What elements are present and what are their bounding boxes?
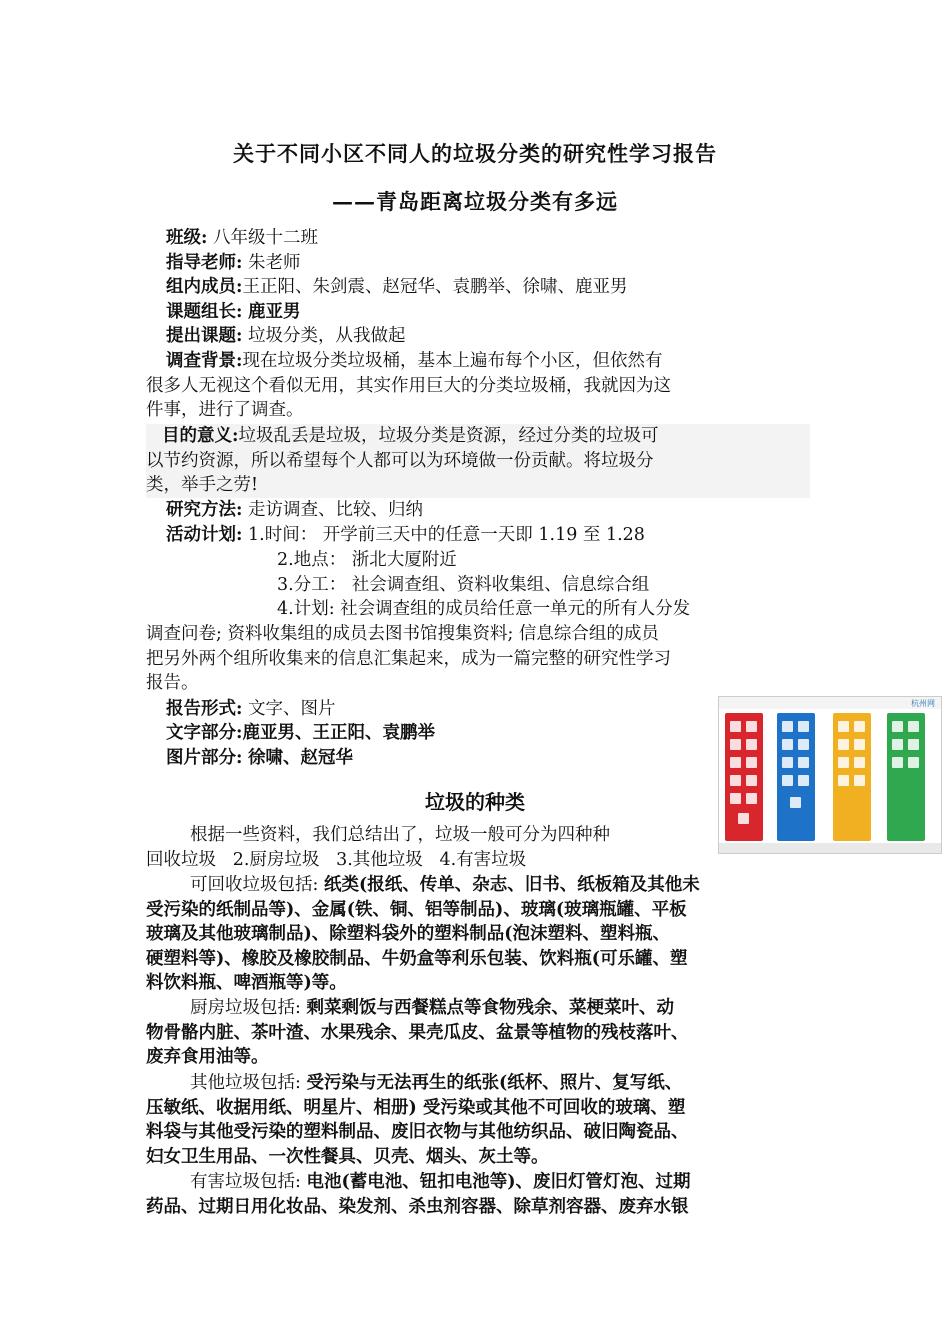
topic-line bbox=[166, 324, 406, 349]
purpose-line-2: 以节约资源，所以希望每个人都可以为环境做一份贡献。将垃圾分 bbox=[146, 450, 654, 471]
purpose-line-3: 类，举手之劳! bbox=[146, 475, 259, 496]
hazardous-line-2: 药品、过期日用化妆品、染发剂、杀虫剂容器、除草剂容器、废弃水银 bbox=[146, 1196, 689, 1217]
teacher-label: 指导老师: bbox=[166, 253, 243, 273]
topic-value: 垃圾分类，从我做起 bbox=[248, 326, 406, 346]
text-part-line bbox=[166, 721, 435, 746]
text-part-value: 鹿亚男、王正阳、袁鹏举 bbox=[242, 723, 435, 743]
plan-line-3: 把另外两个组所收集来的信息汇集起来，成为一篇完整的研究性学习 bbox=[146, 648, 671, 669]
plan-item-4: 4.计划: 社会调查组的成员给任意一单元的所有人分发 bbox=[277, 599, 691, 619]
plan-line-1 bbox=[166, 523, 645, 548]
method-label: 研究方法: bbox=[166, 500, 243, 520]
leader-label: 课题组长: bbox=[166, 302, 243, 322]
background-paragraph bbox=[146, 349, 810, 423]
method-line bbox=[166, 498, 423, 523]
kitchen-paragraph bbox=[146, 996, 810, 1070]
background-label: 调查背景: bbox=[166, 351, 243, 371]
report-title: 关于不同小区不同人的垃圾分类的研究性学习报告 bbox=[233, 141, 717, 166]
class-label: 班级: bbox=[166, 228, 208, 248]
kitchen-prefix: 厨房垃圾包括: bbox=[190, 998, 301, 1018]
format-label: 报告形式: bbox=[166, 699, 243, 719]
plan-item-1: 1.时间： 开学前三天中的任意一天即 1.19 至 1.28 bbox=[248, 525, 645, 545]
hazardous-paragraph bbox=[146, 1170, 810, 1219]
kitchen-line-2: 物骨骼内脏、茶叶渣、水果残余、果壳瓜皮、盆景等植物的残枝落叶、 bbox=[146, 1022, 689, 1043]
image-header-bar bbox=[719, 697, 941, 709]
intro-line-2: 回收垃圾 2.厨房垃圾 3.其他垃圾 4.有害垃圾 bbox=[146, 849, 527, 870]
garbage-bins-image bbox=[718, 696, 942, 854]
other-line-4: 妇女卫生用品、一次性餐具、贝壳、烟头、灰土等。 bbox=[146, 1146, 549, 1167]
leader-value: 鹿亚男 bbox=[248, 302, 301, 322]
purpose-paragraph bbox=[146, 424, 810, 498]
recyclable-paragraph bbox=[146, 873, 810, 996]
other-line-1 bbox=[146, 1071, 810, 1096]
members-line bbox=[166, 275, 627, 300]
blue-bin-panel bbox=[777, 713, 815, 841]
class-value: 八年级十二班 bbox=[213, 228, 319, 248]
hazardous-line-1 bbox=[146, 1170, 810, 1195]
text-part-label: 文字部分: bbox=[166, 723, 243, 743]
hazardous-prefix: 有害垃圾包括: bbox=[190, 1172, 301, 1192]
plan-item-2: 2.地点： 浙北大厦附近 bbox=[277, 550, 457, 570]
green-bin-panel bbox=[887, 713, 925, 841]
intro-line-1: 根据一些资料，我们总结出了，垃圾一般可分为四种种 bbox=[190, 825, 610, 845]
recyclable-line-2: 受污染的纸制品等)、金属(铁、铜、铝等制品)、玻璃(玻璃瓶罐、平板 bbox=[146, 899, 687, 920]
image-part-line bbox=[166, 746, 353, 771]
recyclable-line-4: 硬塑料等)、橡胶及橡胶制品、牛奶盒等利乐包装、饮料瓶(可乐罐、塑 bbox=[146, 948, 688, 969]
recyclable-text-1: 纸类(报纸、传单、杂志、旧书、纸板箱及其他未 bbox=[323, 875, 700, 895]
teacher-value: 朱老师 bbox=[248, 253, 301, 273]
leader-line bbox=[166, 300, 301, 325]
recyclable-line-5: 料饮料瓶、啤酒瓶等)等。 bbox=[146, 973, 347, 994]
yellow-bin-panel bbox=[833, 713, 871, 841]
other-text-1: 受污染与无法再生的纸张(纸杯、照片、复写纸、 bbox=[306, 1073, 683, 1093]
members-value: 王正阳、朱剑震、赵冠华、袁鹏举、徐啸、鹿亚男 bbox=[242, 277, 628, 297]
report-subtitle: ——青岛距离垃圾分类有多远 bbox=[332, 189, 618, 214]
kitchen-line-1 bbox=[146, 996, 810, 1021]
plan-line-4: 报告。 bbox=[146, 673, 199, 694]
background-text-1: 现在垃圾分类垃圾桶，基本上遍布每个小区，但依然有 bbox=[242, 351, 663, 371]
kitchen-text-1: 剩菜剩饭与西餐糕点等食物残余、菜梗菜叶、动 bbox=[306, 998, 674, 1018]
recyclable-line-3: 玻璃及其他玻璃制品)、除塑料袋外的塑料制品(泡沫塑料、塑料瓶、 bbox=[146, 924, 671, 945]
image-part-value: 徐啸、赵冠华 bbox=[248, 748, 354, 768]
red-bin-panel bbox=[725, 713, 763, 841]
teacher-line bbox=[166, 251, 301, 276]
background-line-3: 件事，进行了调查。 bbox=[146, 400, 304, 421]
section-title: 垃圾的种类 bbox=[425, 790, 525, 814]
image-watermark: 杭州网 bbox=[911, 699, 935, 708]
other-prefix: 其他垃圾包括: bbox=[190, 1073, 301, 1093]
purpose-text-1: 垃圾乱丢是垃圾，垃圾分类是资源，经过分类的垃圾可 bbox=[238, 426, 659, 446]
kitchen-line-3: 废弃食用油等。 bbox=[146, 1047, 269, 1068]
background-line-2: 很多人无视这个看似无用，其实作用巨大的分类垃圾桶，我就因为这 bbox=[146, 375, 671, 396]
purpose-label: 目的意义: bbox=[162, 426, 239, 446]
method-value: 走访调查、比较、归纳 bbox=[248, 500, 424, 520]
recyclable-prefix: 可回收垃圾包括: bbox=[190, 875, 319, 895]
class-line bbox=[166, 226, 318, 251]
format-line bbox=[166, 697, 336, 722]
other-line-2: 压敏纸、收据用纸、明星片、相册) 受污染或其他不可回收的玻璃、塑 bbox=[146, 1097, 686, 1118]
plan-item-3: 3.分工： 社会调查组、资料收集组、信息综合组 bbox=[277, 575, 650, 595]
topic-label: 提出课题: bbox=[166, 326, 243, 346]
members-label: 组内成员: bbox=[166, 277, 243, 297]
background-line-1 bbox=[146, 349, 810, 374]
plan-label: 活动计划: bbox=[166, 525, 243, 545]
hazardous-text-1: 电池(蓄电池、钮扣电池等)、废旧灯管灯泡、过期 bbox=[306, 1172, 691, 1192]
plan-continuation bbox=[146, 622, 810, 696]
purpose-line-1 bbox=[146, 424, 810, 449]
other-paragraph bbox=[146, 1071, 810, 1169]
plan-line-2: 调查问卷; 资料收集组的成员去图书馆搜集资料; 信息综合组的成员 bbox=[146, 624, 659, 644]
intro-paragraph bbox=[146, 823, 716, 872]
image-footer-bar bbox=[719, 843, 941, 853]
format-value: 文字、图片 bbox=[248, 699, 336, 719]
recyclable-line-1 bbox=[146, 873, 810, 898]
image-part-label: 图片部分: bbox=[166, 748, 243, 768]
other-line-3: 料袋与其他受污染的塑料制品、废旧衣物与其他纺织品、破旧陶瓷品、 bbox=[146, 1122, 689, 1143]
